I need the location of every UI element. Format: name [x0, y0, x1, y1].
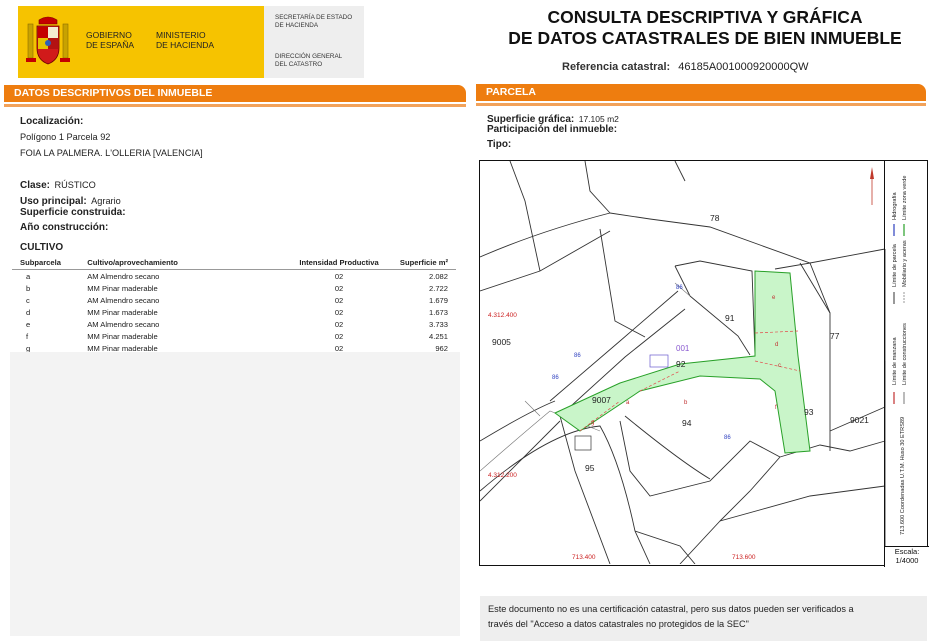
subparcela-cell: e — [26, 319, 31, 329]
coord-y1: 4.312.400 — [488, 312, 517, 319]
legend-utm: 713.600 Coordenadas U.T.M. Huso 30 ETRS89 — [900, 416, 906, 535]
col-intensidad: Intensidad Productiva — [295, 256, 383, 270]
ano-construccion-label: Año construcción: — [20, 222, 109, 233]
intensidad-cell: 02 — [334, 319, 344, 329]
cultivo-cell: MM Pinar maderable — [87, 283, 158, 293]
legend-item: Hidrografía — [892, 192, 898, 220]
superficie-cell: 3.733 — [428, 319, 448, 329]
superficie-cell: 4.251 — [428, 331, 448, 341]
ministerio-text: MINISTERIO DE HACIENDA — [156, 30, 215, 50]
coord-y2: 4.312.200 — [488, 472, 517, 479]
clase-label: Clase: — [20, 180, 51, 191]
subparcela-cell: f — [26, 331, 29, 341]
referencia-value: 46185A001000920000QW — [678, 61, 809, 73]
parcel-label: 9007 — [592, 395, 611, 405]
notice-line1: Este documento no es una certificación catastral, pero sus datos pueden ser verificados a — [488, 604, 854, 614]
localizacion-label: Localización: — [20, 116, 84, 127]
verification-notice — [480, 596, 927, 641]
legend-svg — [885, 160, 929, 546]
parcel-label: 78 — [710, 213, 720, 223]
uso-label: Uso principal: — [20, 196, 87, 207]
superficie-cell: 962 — [435, 343, 448, 353]
superficie-grafica-label: Superficie gráfica: — [487, 114, 575, 125]
legend-item: Mobiliario y aceras — [902, 240, 908, 287]
superficie-cell: 2.722 — [428, 283, 448, 293]
section-underline — [476, 103, 926, 106]
map-legend — [884, 160, 929, 546]
secretaria-text: SECRETARÍA DE ESTADO DE HACIENDA — [275, 14, 353, 29]
table-row — [12, 306, 456, 318]
clase-value: RÚSTICO — [54, 180, 96, 190]
subparcel-label: d — [775, 342, 779, 348]
subparcela-cell: b — [26, 283, 31, 293]
section-bar-datos: DATOS DESCRIPTIVOS DEL INMUEBLE — [4, 85, 466, 102]
section-bar-parcela: PARCELA — [476, 84, 926, 101]
localizacion-line2: FOIA LA PALMERA. L'OLLERIA [VALENCIA] — [20, 148, 203, 158]
escala-value: 1/4000 — [895, 556, 919, 565]
road-number: 86 — [724, 435, 731, 441]
cultivo-cell: MM Pinar maderable — [87, 307, 158, 317]
intensidad-cell: 02 — [334, 331, 344, 341]
small-tag: 001 — [676, 344, 690, 353]
section-underline — [4, 104, 466, 107]
parcel-label: 92 — [676, 359, 686, 369]
table-row — [12, 330, 456, 342]
road-number: 86 — [676, 285, 683, 291]
tipo-label: Tipo: — [487, 139, 512, 150]
government-logo-block — [18, 6, 264, 78]
parcel-label: 93 — [804, 407, 814, 417]
subparcel-label: c — [778, 363, 781, 369]
intensidad-cell: 02 — [334, 271, 344, 281]
col-subparcela: Subparcela — [12, 256, 85, 270]
intensidad-cell: 02 — [334, 307, 344, 317]
table-row — [12, 318, 456, 330]
cadastral-map[interactable] — [479, 160, 928, 566]
subparcel-label: a — [626, 400, 630, 406]
legend-item: Límite zona verde — [902, 175, 908, 220]
cultivo-title: CULTIVO — [20, 242, 64, 253]
coord-x2: 713.600 — [732, 554, 756, 561]
superficie-cell: 1.673 — [428, 307, 448, 317]
table-header-row — [12, 256, 456, 270]
superficie-cell: 1.679 — [428, 295, 448, 305]
parcel-label: 95 — [585, 463, 595, 473]
legend-item: Límite de parcela — [892, 244, 898, 287]
legend-item: Límite de construcciones — [902, 323, 908, 385]
table-row — [12, 294, 456, 306]
table-row — [12, 270, 456, 283]
escala-label: Escala: — [894, 547, 920, 556]
road-number: 86 — [552, 375, 559, 381]
left-empty-area — [10, 352, 460, 636]
superficie-grafica-value: 17.105 m2 — [578, 114, 619, 124]
cultivo-cell: AM Almendro secano — [87, 295, 160, 305]
parcel-label: 9021 — [850, 415, 869, 425]
parcel-label: 9005 — [492, 337, 511, 347]
road-number: 86 — [574, 353, 581, 359]
parcel-labels — [492, 213, 869, 473]
participacion-label: Participación del inmueble: — [487, 124, 618, 135]
coat-of-arms-icon — [25, 14, 71, 70]
cultivo-cell: MM Pinar maderable — [87, 331, 158, 341]
parcel-label: 77 — [830, 331, 840, 341]
intensidad-cell: 02 — [334, 343, 344, 353]
parcel-label: 94 — [682, 418, 692, 428]
gobierno-text: GOBIERNO DE ESPAÑA — [86, 30, 135, 50]
north-arrow-icon — [870, 167, 874, 205]
coordinate-labels — [488, 312, 756, 561]
parcel-label: 91 — [725, 313, 735, 323]
intensidad-cell: 02 — [334, 283, 344, 293]
col-superficie: Superficie m² — [383, 256, 456, 270]
col-cultivo: Cultivo/aprovechamiento — [85, 256, 295, 270]
map-scale — [884, 546, 929, 567]
map-svg — [480, 161, 926, 564]
page-title: CONSULTA DESCRIPTIVA Y GRÁFICA DE DATOS CATASTRALES DE BIEN INMUEBLE — [508, 7, 902, 48]
subparcela-cell: g — [26, 343, 31, 353]
subparcela-cell: d — [26, 307, 31, 317]
cultivo-table — [12, 256, 456, 354]
notice-line2: través del "Acceso a datos catastrales no protegidos de la SEC" — [488, 619, 749, 629]
cultivo-cell: AM Almendro secano — [87, 319, 160, 329]
subparcel-label: e — [772, 295, 776, 301]
superficie-construida-label: Superficie construida: — [20, 207, 126, 218]
uso-value: Agrario — [91, 196, 121, 206]
localizacion-line1: Polígono 1 Parcela 92 — [20, 132, 111, 142]
subparcela-cell: a — [26, 271, 31, 281]
superficie-cell: 2.082 — [428, 271, 448, 281]
table-row — [12, 282, 456, 294]
referencia-catastral: Referencia catastral: 46185A001000920000QW — [562, 61, 809, 73]
subparcel-label: f — [775, 405, 777, 411]
intensidad-cell: 02 — [334, 295, 344, 305]
subparcel-label: g — [591, 420, 595, 426]
legend-item: Límite de manzana — [892, 337, 898, 385]
cultivo-cell: AM Almendro secano — [87, 271, 160, 281]
cultivo-cell: MM Pinar maderable — [87, 343, 158, 353]
direccion-text: DIRECCIÓN GENERAL DEL CATASTRO — [275, 53, 343, 68]
coord-x1: 713.400 — [572, 554, 596, 561]
subparcel-label: b — [684, 400, 688, 406]
subparcela-cell: c — [26, 295, 30, 305]
